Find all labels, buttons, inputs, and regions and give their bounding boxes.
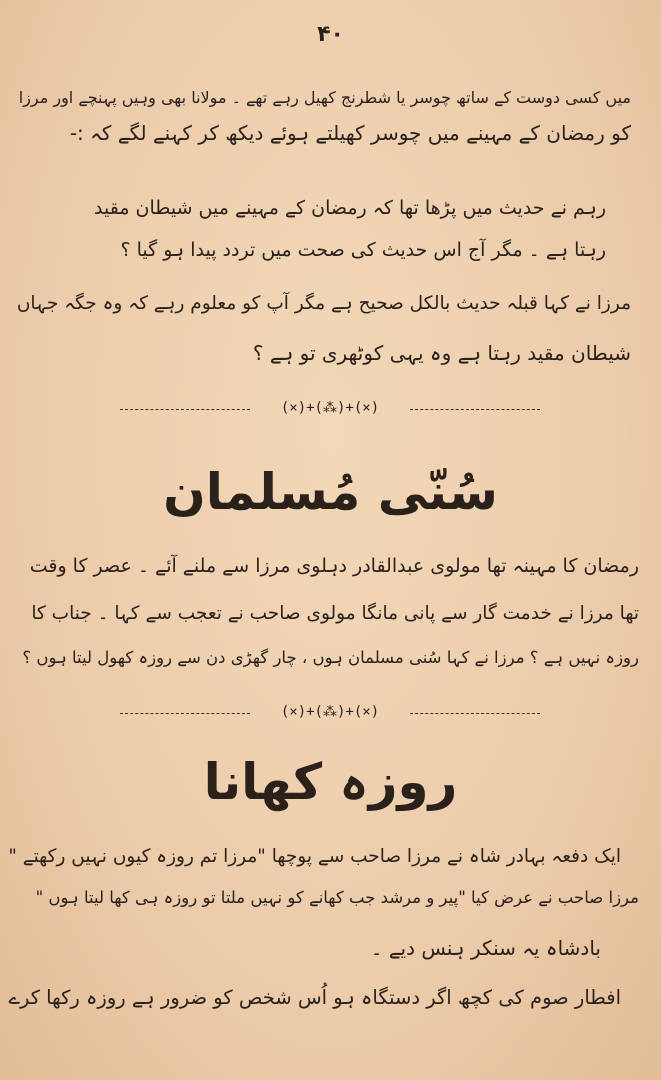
text-line: شیطان مقید رہتا ہے وہ یہی کوٹھری تو ہے ؟ (252, 341, 631, 365)
text-line: مرزا صاحب نے عرض کیا "پیر و مرشد جب کھانے کو نہیں ملتا تو روزہ ہی کھا لیتا ہوں " (35, 888, 639, 907)
text-line: تھا مرزا نے خدمت گار سے پانی مانگا مولوی صاحب نے تعجب سے کہا ۔ جناب کا (31, 603, 639, 624)
section-heading: سُنّی مُسلمان (163, 463, 498, 521)
section-divider (120, 400, 540, 420)
text-line: افطار صوم کی کچھ اگر دستگاہ ہو اُس شخص کو ضرور ہے روزہ رکھا کرے (8, 986, 621, 1009)
text-line: میں کسی دوست کے ساتھ چوسر یا شطرنج کھیل رہے تھے ۔ مولانا بھی وہیں پہنچے اور مرزا (18, 88, 631, 107)
text-line: بادشاہ یہ سنکر ہنس دیے ۔ (370, 936, 601, 960)
text-line: روزہ نہیں ہے ؟ مرزا نے کہا سُنی مسلمان ہوں ، چار گھڑی دن سے روزہ کھول لیتا ہوں ؟ (22, 648, 639, 667)
text-line: رہتا ہے ۔ مگر آج اس حدیث کی صحت میں تردد پیدا ہو گیا ؟ (120, 239, 606, 261)
text-line: رہم نے حدیث میں پڑھا تھا کہ رمضان کے مہینے میں شیطان مقید (94, 197, 606, 219)
text-line: کو رمضان کے مہینے میں چوسر کھیلتے ہوئے دیکھ کر کہنے لگے کہ :- (69, 121, 631, 145)
divider-ornament: (×)+(⁂)+(×) (280, 704, 380, 720)
text-line: رمضان کا مہینہ تھا مولوی عبدالقادر دہلوی مرزا سے ملنے آئے ۔ عصر کا وقت (29, 555, 639, 577)
text-line: ایک دفعہ بہادر شاہ نے مرزا صاحب سے پوچھا "مرزا تم روزہ کیوں نہیں رکھتے " (8, 846, 621, 867)
section-heading: روزہ کھانا (203, 753, 458, 811)
divider-ornament: (×)+(⁂)+(×) (280, 400, 380, 416)
page-number: ۴۰ (317, 22, 344, 47)
section-divider (120, 704, 540, 724)
text-line: مرزا نے کہا قبلہ حدیث بالکل صحیح ہے مگر آپ کو معلوم رہے کہ وہ جگہ جہاں (16, 293, 631, 314)
